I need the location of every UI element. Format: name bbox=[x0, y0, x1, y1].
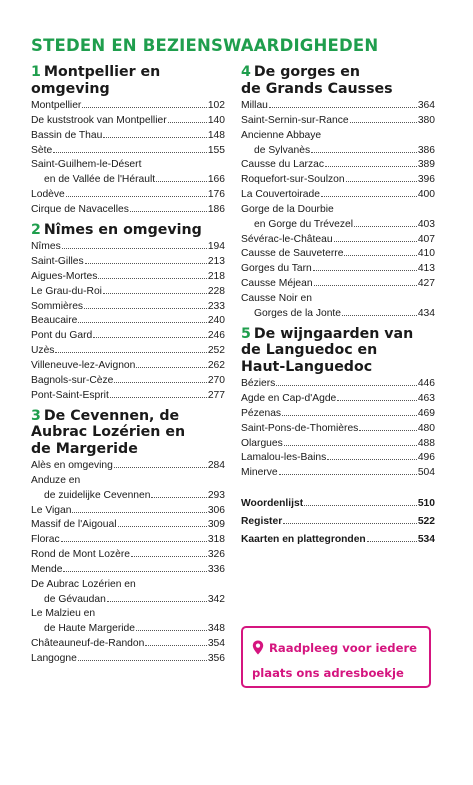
toc-page-number: 166 bbox=[207, 174, 225, 186]
toc-page-number: 396 bbox=[417, 174, 435, 186]
toc-entry bbox=[31, 389, 225, 404]
toc-entry-name: Agde en Cap-d'Agde bbox=[241, 393, 337, 404]
dot-leader bbox=[118, 526, 207, 527]
section-heading-line bbox=[31, 408, 225, 425]
toc-page-number: 410 bbox=[417, 248, 435, 260]
section-heading-text: Nîmes en omgeving bbox=[43, 221, 202, 238]
section-heading-text: de Languedoc en bbox=[241, 342, 378, 359]
toc-page-number: 522 bbox=[417, 516, 435, 528]
toc-entry-name: Pont du Gard bbox=[31, 330, 93, 342]
toc-entry-name: de Sylvanès bbox=[254, 144, 311, 156]
dot-leader bbox=[321, 196, 417, 197]
toc-page-number: 218 bbox=[207, 270, 225, 282]
toc-entry-name: Causse du Larzac bbox=[241, 159, 324, 171]
toc-page-number: 480 bbox=[417, 422, 435, 434]
section-number: 2 bbox=[31, 221, 41, 238]
location-pin-icon bbox=[252, 640, 264, 662]
toc-page-number: 102 bbox=[207, 100, 225, 111]
toc-page-number: 364 bbox=[417, 100, 435, 111]
toc-page-number: 389 bbox=[417, 159, 435, 171]
toc-entry bbox=[31, 637, 225, 652]
dot-leader bbox=[359, 430, 416, 431]
toc-entry-name: Nîmes bbox=[31, 241, 61, 253]
toc-entry-name-line: Le Malzieu en bbox=[31, 608, 96, 620]
toc-entry-name: Lodève bbox=[31, 189, 65, 201]
toc-entry-name: Pézenas bbox=[241, 407, 282, 419]
dot-leader bbox=[269, 107, 417, 108]
toc-page-number: 469 bbox=[417, 407, 435, 419]
dot-leader bbox=[283, 523, 417, 524]
dot-leader bbox=[151, 497, 206, 498]
dot-leader bbox=[110, 397, 207, 398]
toc-entry-name: de Gévaudan bbox=[44, 593, 106, 605]
section-heading-line bbox=[31, 441, 225, 458]
toc-entry-name: de zuidelijke Cevennen bbox=[44, 489, 151, 501]
callout-line-2: plaats ons adresboekje bbox=[252, 666, 404, 680]
dot-leader bbox=[337, 400, 417, 401]
toc-entry-name: Rond de Mont Lozère bbox=[31, 549, 131, 561]
section-heading-text: omgeving bbox=[31, 80, 110, 97]
toc-section bbox=[241, 64, 435, 322]
toc-entry-name: Le Grau-du-Roi bbox=[31, 285, 102, 297]
toc-entry-name: Villeneuve-lez-Avignon bbox=[31, 360, 136, 371]
toc-entry-name: Bagnols-sur-Cèze bbox=[31, 374, 114, 386]
callout-line-1: Raadpleeg voor iedere bbox=[252, 637, 421, 662]
toc-entry bbox=[31, 285, 225, 300]
toc-page-number: 246 bbox=[207, 330, 225, 342]
dot-leader bbox=[325, 166, 417, 167]
toc-entry bbox=[241, 307, 435, 322]
toc-page-number: 186 bbox=[207, 203, 225, 215]
dot-leader bbox=[93, 337, 207, 338]
dot-leader bbox=[82, 107, 206, 108]
toc-entry bbox=[31, 314, 225, 329]
toc-entry bbox=[31, 359, 225, 374]
toc-entry-name: Woordenlijst bbox=[241, 498, 304, 510]
toc-page-number: 293 bbox=[207, 489, 225, 501]
toc-page-number: 463 bbox=[417, 393, 435, 404]
toc-page-number: 496 bbox=[417, 452, 435, 464]
toc-entry bbox=[241, 422, 435, 437]
dot-leader bbox=[107, 601, 207, 602]
dot-leader bbox=[346, 181, 417, 182]
toc-entry bbox=[31, 129, 225, 144]
toc-page-number: 380 bbox=[417, 114, 435, 126]
toc-entry bbox=[241, 451, 435, 466]
toc-section bbox=[31, 408, 225, 667]
toc-page-number: 504 bbox=[417, 467, 435, 479]
dot-leader bbox=[145, 645, 206, 646]
toc-page-number: 140 bbox=[207, 114, 225, 126]
toc-page-number: 318 bbox=[207, 534, 225, 546]
toc-entry bbox=[31, 188, 225, 203]
toc-page-number: 336 bbox=[207, 563, 225, 575]
section-heading-line bbox=[241, 326, 435, 343]
section-heading-line bbox=[241, 81, 435, 98]
toc-entry-name: en de Vallée de l'Hérault bbox=[44, 174, 156, 186]
toc-entry-name: Langogne bbox=[31, 653, 77, 664]
toc-entry-name: Sévérac-le-Château bbox=[241, 233, 333, 245]
dot-leader bbox=[136, 367, 206, 368]
toc-page-number: 342 bbox=[207, 593, 225, 605]
toc-entry-name-line: Saint-Guilhem-le-Désert bbox=[31, 159, 142, 171]
toc-column-right bbox=[241, 64, 435, 549]
dot-leader bbox=[314, 285, 417, 286]
toc-entry bbox=[241, 247, 435, 262]
section-heading-text: De wijngaarden van bbox=[253, 325, 414, 342]
toc-entry-name: Le Vigan bbox=[31, 504, 72, 516]
dot-leader bbox=[66, 196, 207, 197]
toc-entry bbox=[241, 377, 435, 392]
toc-page-number: 427 bbox=[417, 278, 435, 290]
toc-entry-name: Beaucaire bbox=[31, 315, 78, 327]
toc-entry-name: Saint-Pons-de-Thomières bbox=[241, 422, 359, 434]
toc-entry-name: Gorges du Tarn bbox=[241, 263, 312, 275]
dot-leader bbox=[344, 255, 416, 256]
page-title: STEDEN EN BEZIENSWAARDIGHEDEN bbox=[31, 36, 379, 55]
toc-entry-name-line: Anduze en bbox=[31, 474, 81, 486]
toc-entry bbox=[241, 437, 435, 452]
toc-page-number: 270 bbox=[207, 374, 225, 386]
dot-leader bbox=[85, 263, 207, 264]
dot-leader bbox=[311, 152, 417, 153]
toc-entry-name: Florac bbox=[31, 534, 60, 546]
toc-page-number: 277 bbox=[207, 389, 225, 401]
toc-entry-name-line: Causse Noir en bbox=[241, 292, 312, 304]
toc-page-number: 446 bbox=[417, 378, 435, 390]
toc-page-number: 213 bbox=[207, 256, 225, 268]
section-heading-line bbox=[31, 64, 225, 81]
toc-page-number: 354 bbox=[207, 638, 225, 650]
section-heading-text: De gorges en bbox=[253, 64, 360, 80]
toc-entry-name-line: De Aubrac Lozérien en bbox=[31, 578, 136, 590]
toc-entry-name-line: Gorge de la Dourbie bbox=[241, 203, 334, 215]
toc-entry bbox=[31, 344, 225, 359]
dot-leader bbox=[276, 385, 416, 386]
dot-leader bbox=[130, 211, 207, 212]
toc-entry bbox=[241, 513, 435, 531]
toc-page-number: 306 bbox=[207, 504, 225, 516]
dot-leader bbox=[84, 308, 207, 309]
dot-leader bbox=[327, 459, 417, 460]
section-number: 5 bbox=[241, 325, 251, 342]
dot-leader bbox=[63, 571, 206, 572]
toc-entry bbox=[31, 99, 225, 114]
toc-entry-name: Roquefort-sur-Soulzon bbox=[241, 174, 345, 186]
toc-entry bbox=[31, 240, 225, 255]
toc-entry bbox=[31, 533, 225, 548]
back-matter-list bbox=[241, 495, 435, 549]
dot-leader bbox=[78, 660, 207, 661]
toc-entry-name: Lamalou-les-Bains bbox=[241, 452, 327, 464]
toc-page-number: 176 bbox=[207, 189, 225, 201]
toc-page-number: 252 bbox=[207, 345, 225, 357]
toc-entry bbox=[241, 99, 435, 114]
toc-entry bbox=[31, 652, 225, 667]
toc-entry bbox=[241, 466, 435, 481]
toc-page-number: 262 bbox=[207, 360, 225, 371]
toc-entry bbox=[241, 392, 435, 407]
toc-entry bbox=[31, 114, 225, 129]
toc-entry bbox=[241, 188, 435, 203]
section-heading-text: Haut-Languedoc bbox=[241, 358, 373, 375]
toc-entry bbox=[31, 489, 225, 504]
toc-page-number: 284 bbox=[207, 460, 225, 472]
dot-leader bbox=[350, 122, 417, 123]
section-heading-line bbox=[31, 81, 225, 98]
section-heading bbox=[241, 326, 435, 376]
toc-entry-name: Sommières bbox=[31, 300, 84, 312]
toc-page-number: 534 bbox=[417, 534, 435, 546]
dot-leader bbox=[136, 630, 207, 631]
dot-leader bbox=[367, 541, 417, 542]
toc-entry bbox=[31, 144, 225, 159]
section-heading-text: de Margeride bbox=[31, 440, 138, 457]
section-heading bbox=[31, 64, 225, 97]
toc-page-number: 228 bbox=[207, 285, 225, 297]
address-book-callout bbox=[241, 626, 431, 688]
toc-entry bbox=[241, 262, 435, 277]
toc-entry bbox=[241, 158, 435, 173]
toc-entry-name: Causse Méjean bbox=[241, 278, 313, 290]
toc-entry-name: Montpellier bbox=[31, 100, 82, 111]
toc-entry-name: Saint-Sernin-sur-Rance bbox=[241, 114, 349, 126]
toc-entry bbox=[31, 504, 225, 519]
toc-entry bbox=[241, 144, 435, 159]
dot-leader bbox=[342, 315, 417, 316]
section-number: 1 bbox=[31, 64, 41, 80]
toc-entry bbox=[31, 593, 225, 608]
toc-page-number: 148 bbox=[207, 129, 225, 141]
section-heading-line bbox=[31, 222, 225, 239]
section-heading bbox=[31, 222, 225, 239]
toc-entry-name: Châteauneuf-de-Randon bbox=[31, 638, 145, 650]
toc-entry-name: Mende bbox=[31, 563, 63, 575]
toc-entry bbox=[241, 173, 435, 188]
toc-entry bbox=[241, 407, 435, 422]
dot-leader bbox=[168, 122, 207, 123]
section-heading-text: De Cevennen, de bbox=[43, 407, 180, 424]
toc-entry bbox=[241, 495, 435, 513]
toc-entry-name: Olargues bbox=[241, 437, 283, 449]
dot-leader bbox=[55, 352, 206, 353]
toc-entry-name: Sète bbox=[31, 144, 53, 156]
toc-entry-name: Cirque de Navacelles bbox=[31, 203, 129, 215]
toc-page-number: 407 bbox=[417, 233, 435, 245]
toc-entry-name: Minerve bbox=[241, 467, 278, 479]
section-number: 3 bbox=[31, 407, 41, 424]
dot-leader bbox=[62, 248, 207, 249]
toc-entry bbox=[31, 459, 225, 474]
toc-entry-name: De kuststrook van Montpellier bbox=[31, 114, 167, 126]
toc-entry bbox=[31, 518, 225, 533]
section-heading-line bbox=[31, 424, 225, 441]
dot-leader bbox=[72, 512, 206, 513]
toc-entry-name: Causse de Sauveterre bbox=[241, 248, 344, 260]
toc-entry-name: Gorges de la Jonte bbox=[254, 307, 342, 319]
toc-entry bbox=[31, 563, 225, 578]
toc-entry-name: Uzès bbox=[31, 345, 55, 357]
toc-entry-name: en Gorge du Trévezel bbox=[254, 218, 354, 230]
dot-leader bbox=[98, 278, 206, 279]
toc-section bbox=[31, 64, 225, 218]
dot-leader bbox=[61, 541, 207, 542]
toc-entry-name: Pont-Saint-Esprit bbox=[31, 389, 109, 401]
toc-page-number: 309 bbox=[207, 519, 225, 531]
toc-entry-name: Millau bbox=[241, 100, 268, 111]
section-heading bbox=[241, 64, 435, 97]
toc-entry-name: La Couvertoirade bbox=[241, 189, 320, 201]
toc-entry bbox=[31, 173, 225, 188]
toc-entry bbox=[241, 233, 435, 248]
toc-entry-name: Béziers bbox=[241, 378, 276, 390]
toc-page-number: 510 bbox=[417, 498, 435, 510]
dot-leader bbox=[53, 152, 207, 153]
toc-entry bbox=[241, 531, 435, 549]
toc-entry bbox=[31, 374, 225, 389]
section-heading-line bbox=[241, 342, 435, 359]
dot-leader bbox=[103, 137, 206, 138]
toc-entry-name-line: Ancienne Abbaye bbox=[241, 129, 322, 141]
toc-column-left bbox=[31, 64, 225, 671]
dot-leader bbox=[114, 467, 207, 468]
toc-entry-name: Kaarten en plattegronden bbox=[241, 534, 366, 546]
dot-leader bbox=[282, 415, 417, 416]
toc-entry bbox=[31, 300, 225, 315]
toc-page-number: 194 bbox=[207, 241, 225, 253]
section-heading-text: Montpellier en bbox=[43, 64, 161, 80]
toc-page-number: 348 bbox=[207, 623, 225, 635]
toc-entry bbox=[31, 548, 225, 563]
section-heading bbox=[31, 408, 225, 458]
dot-leader bbox=[313, 270, 417, 271]
toc-page-number: 240 bbox=[207, 315, 225, 327]
dot-leader bbox=[103, 293, 207, 294]
toc-page-number: 400 bbox=[417, 189, 435, 201]
toc-entry bbox=[31, 203, 225, 218]
toc-entry bbox=[31, 255, 225, 270]
toc-entry bbox=[241, 277, 435, 292]
toc-page-number: 403 bbox=[417, 218, 435, 230]
dot-leader bbox=[156, 181, 207, 182]
section-heading-line bbox=[241, 64, 435, 81]
toc-entry bbox=[241, 114, 435, 129]
toc-entry-name: Massif de l'Aigoual bbox=[31, 519, 117, 531]
toc-page-number: 386 bbox=[417, 144, 435, 156]
toc-page-number: 434 bbox=[417, 307, 435, 319]
toc-entry bbox=[31, 329, 225, 344]
toc-entry-name: de Haute Margeride bbox=[44, 623, 136, 635]
section-heading-line bbox=[241, 359, 435, 376]
toc-entry-name: Aigues-Mortes bbox=[31, 270, 98, 282]
toc-entry-name: Saint-Gilles bbox=[31, 256, 84, 268]
section-heading-text: de Grands Causses bbox=[241, 80, 393, 97]
toc-section bbox=[31, 222, 225, 404]
dot-leader bbox=[284, 445, 417, 446]
dot-leader bbox=[78, 322, 206, 323]
toc-page-number: 233 bbox=[207, 300, 225, 312]
dot-leader bbox=[334, 241, 417, 242]
dot-leader bbox=[354, 226, 417, 227]
toc-entry-name: Alès en omgeving bbox=[31, 460, 113, 472]
toc-entry bbox=[241, 218, 435, 233]
toc-entry bbox=[31, 270, 225, 285]
dot-leader bbox=[304, 505, 417, 506]
toc-page-number: 326 bbox=[207, 549, 225, 561]
section-number: 4 bbox=[241, 64, 251, 80]
toc-section bbox=[241, 326, 435, 481]
toc-entry-name: Register bbox=[241, 516, 283, 528]
toc-page-number: 488 bbox=[417, 437, 435, 449]
toc-page-number: 413 bbox=[417, 263, 435, 275]
dot-leader bbox=[279, 474, 417, 475]
toc-entry bbox=[31, 622, 225, 637]
toc-page-number: 155 bbox=[207, 144, 225, 156]
section-heading-text: Aubrac Lozérien en bbox=[31, 424, 186, 441]
toc-page-number: 356 bbox=[207, 653, 225, 664]
dot-leader bbox=[131, 556, 207, 557]
dot-leader bbox=[114, 382, 206, 383]
toc-entry-name: Bassin de Thau bbox=[31, 129, 103, 141]
